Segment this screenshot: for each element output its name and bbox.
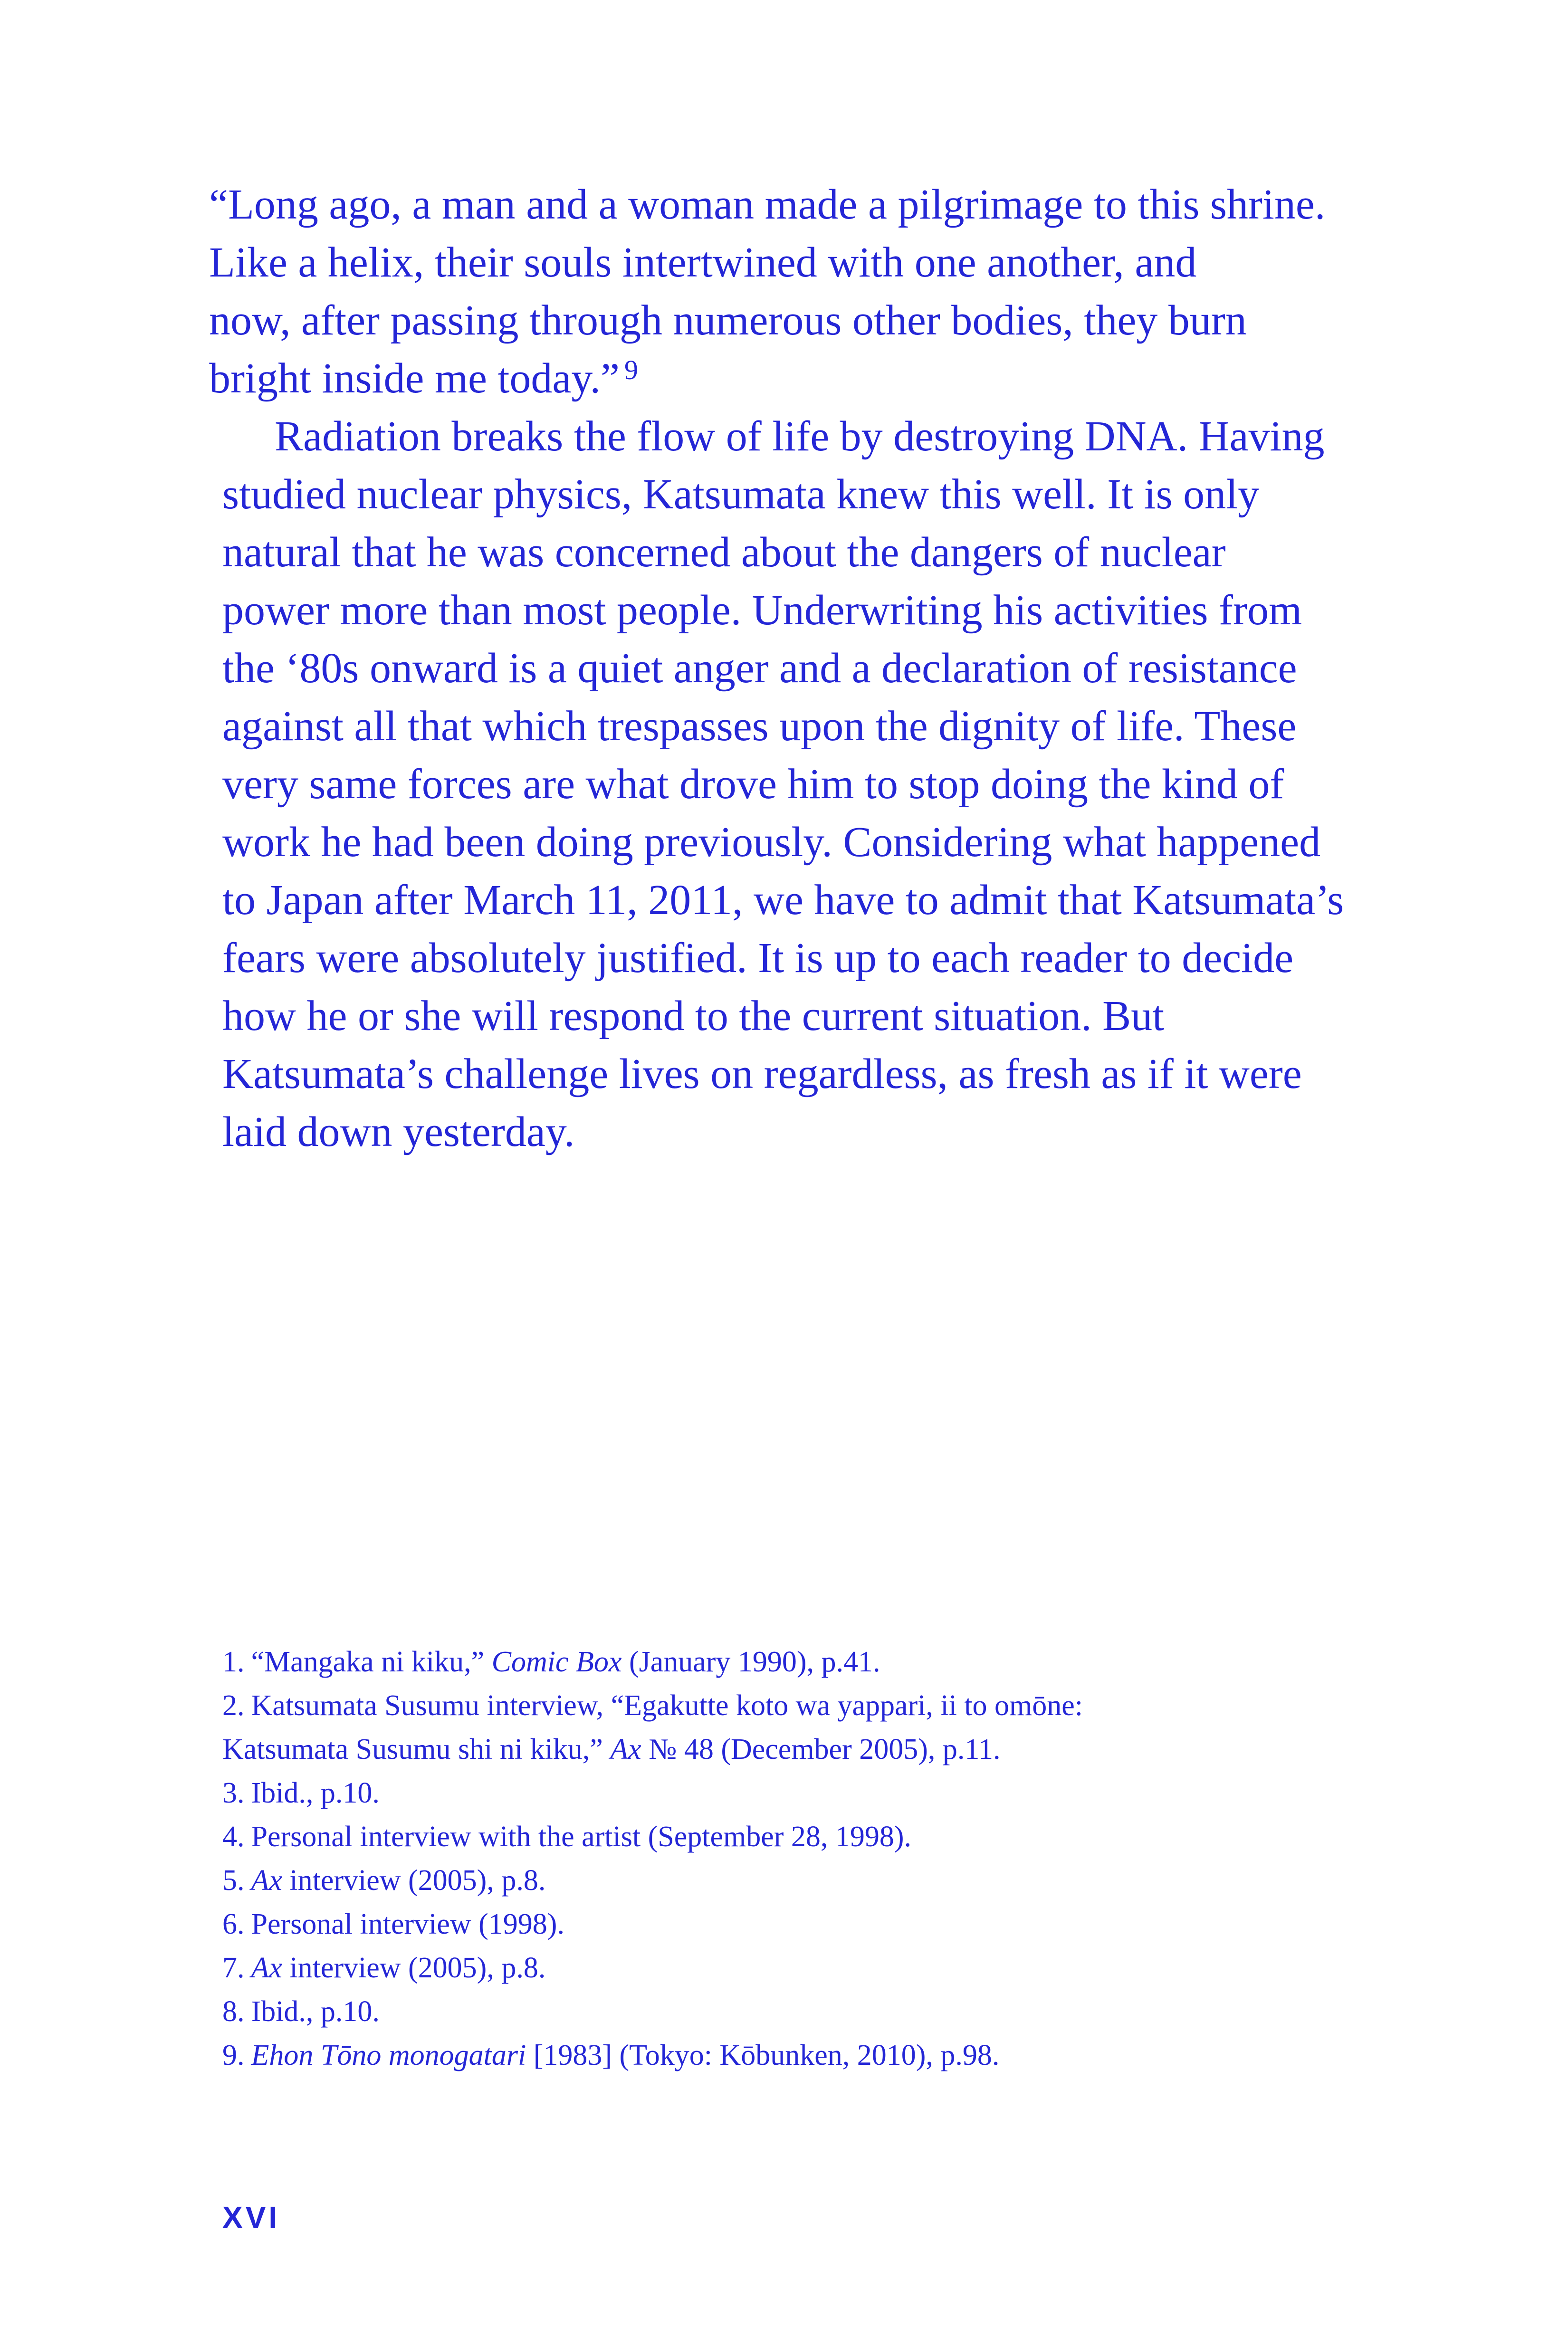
footnote-number: 1. — [222, 1646, 245, 1678]
paragraph-line: power more than most people. Underwriting his activities from — [222, 587, 1302, 634]
footnote-title: Ax — [251, 1864, 282, 1897]
footnote-text: Ibid., p.10. — [251, 1995, 380, 2028]
footnote-text: Katsumata Susumu shi ni kiku,” — [222, 1733, 603, 1765]
footnote-number: 3. — [222, 1777, 245, 1809]
paragraph-line: Radiation breaks the flow of life by destroying DNA. Having — [275, 413, 1325, 460]
quote-line: now, after passing through numerous other bodies, they burn — [209, 297, 1247, 344]
footnote-number: 8. — [222, 1995, 245, 2028]
paragraph-line: work he had been doing previously. Considering what happened — [222, 819, 1321, 866]
page-number: XVI — [222, 2200, 280, 2234]
footnote-text: Katsumata Susumu interview, “Egakutte koto wa yappari, ii to omōne: — [251, 1689, 1083, 1722]
footnotes — [222, 1640, 1363, 2077]
paragraph-line: natural that he was concerned about the dangers of nuclear — [222, 529, 1226, 576]
footnote-6 — [222, 1902, 1363, 1946]
footnote-title: Ehon Tōno monogatari — [251, 2039, 526, 2071]
footnote-1 — [222, 1640, 1363, 1684]
footnote-5 — [222, 1859, 1363, 1902]
footnote-number: 6. — [222, 1908, 245, 1940]
footnote-2 — [222, 1684, 1363, 1727]
footnote-4 — [222, 1815, 1363, 1859]
paragraph-line: Katsumata’s challenge lives on regardless, as fresh as if it were — [222, 1050, 1302, 1097]
paragraph-line: very same forces are what drove him to stop doing the kind of — [222, 761, 1284, 808]
footnote-number: 7. — [222, 1952, 245, 1984]
footnote-text: Ibid., p.10. — [251, 1777, 380, 1809]
footnote-text: Personal interview (1998). — [251, 1908, 564, 1940]
footnote-title: Ax — [610, 1733, 641, 1765]
body-paragraph — [222, 408, 1363, 1161]
quote-line: “Long ago, a man and a woman made a pilgrimage to this shrine. — [209, 181, 1326, 228]
footnote-text: Personal interview with the artist (September 28, 1998). — [251, 1821, 912, 1853]
footnote-number: 2. — [222, 1689, 245, 1722]
paragraph-line: to Japan after March 11, 2011, we have to admit that Katsumata’s — [222, 877, 1344, 924]
footnote-text: interview (2005), p.8. — [289, 1952, 546, 1984]
footnote-2-continued — [222, 1727, 1363, 1771]
footnote-text: (January 1990), p.41. — [629, 1646, 880, 1678]
footnote-title: Comic Box — [491, 1646, 622, 1678]
paragraph-line: how he or she will respond to the current situation. But — [222, 992, 1165, 1040]
footnote-text: “Mangaka ni kiku,” — [251, 1646, 485, 1678]
quote-paragraph — [209, 176, 1363, 408]
paragraph-line: the ‘80s onward is a quiet anger and a declaration of resistance — [222, 645, 1297, 692]
paragraph-line: laid down yesterday. — [222, 1108, 575, 1155]
footnote-text: interview (2005), p.8. — [289, 1864, 546, 1897]
footnote-text: № 48 (December 2005), p.11. — [649, 1733, 1001, 1765]
footnote-9 — [222, 2033, 1363, 2077]
footnote-8 — [222, 1990, 1363, 2033]
footnote-7 — [222, 1946, 1363, 1990]
paragraph-line: against all that which trespasses upon the dignity of life. These — [222, 703, 1297, 750]
footnote-number: 4. — [222, 1821, 245, 1853]
paragraph-line: fears were absolutely justified. It is up to each reader to decide — [222, 935, 1294, 982]
quote-line — [209, 350, 1363, 408]
quote-line-text: bright inside me today.” — [209, 355, 620, 402]
footnote-title: Ax — [251, 1952, 282, 1984]
footnote-3 — [222, 1771, 1363, 1815]
body-text — [209, 176, 1363, 1161]
footnote-text: [1983] (Tokyo: Kōbunken, 2010), p.98. — [533, 2039, 1000, 2071]
quote-line: Like a helix, their souls intertwined with one another, and — [209, 239, 1197, 286]
footnote-reference: 9 — [624, 354, 638, 385]
footnote-number: 5. — [222, 1864, 245, 1897]
paragraph-line: studied nuclear physics, Katsumata knew this well. It is only — [222, 471, 1260, 518]
footnote-number: 9. — [222, 2039, 245, 2071]
